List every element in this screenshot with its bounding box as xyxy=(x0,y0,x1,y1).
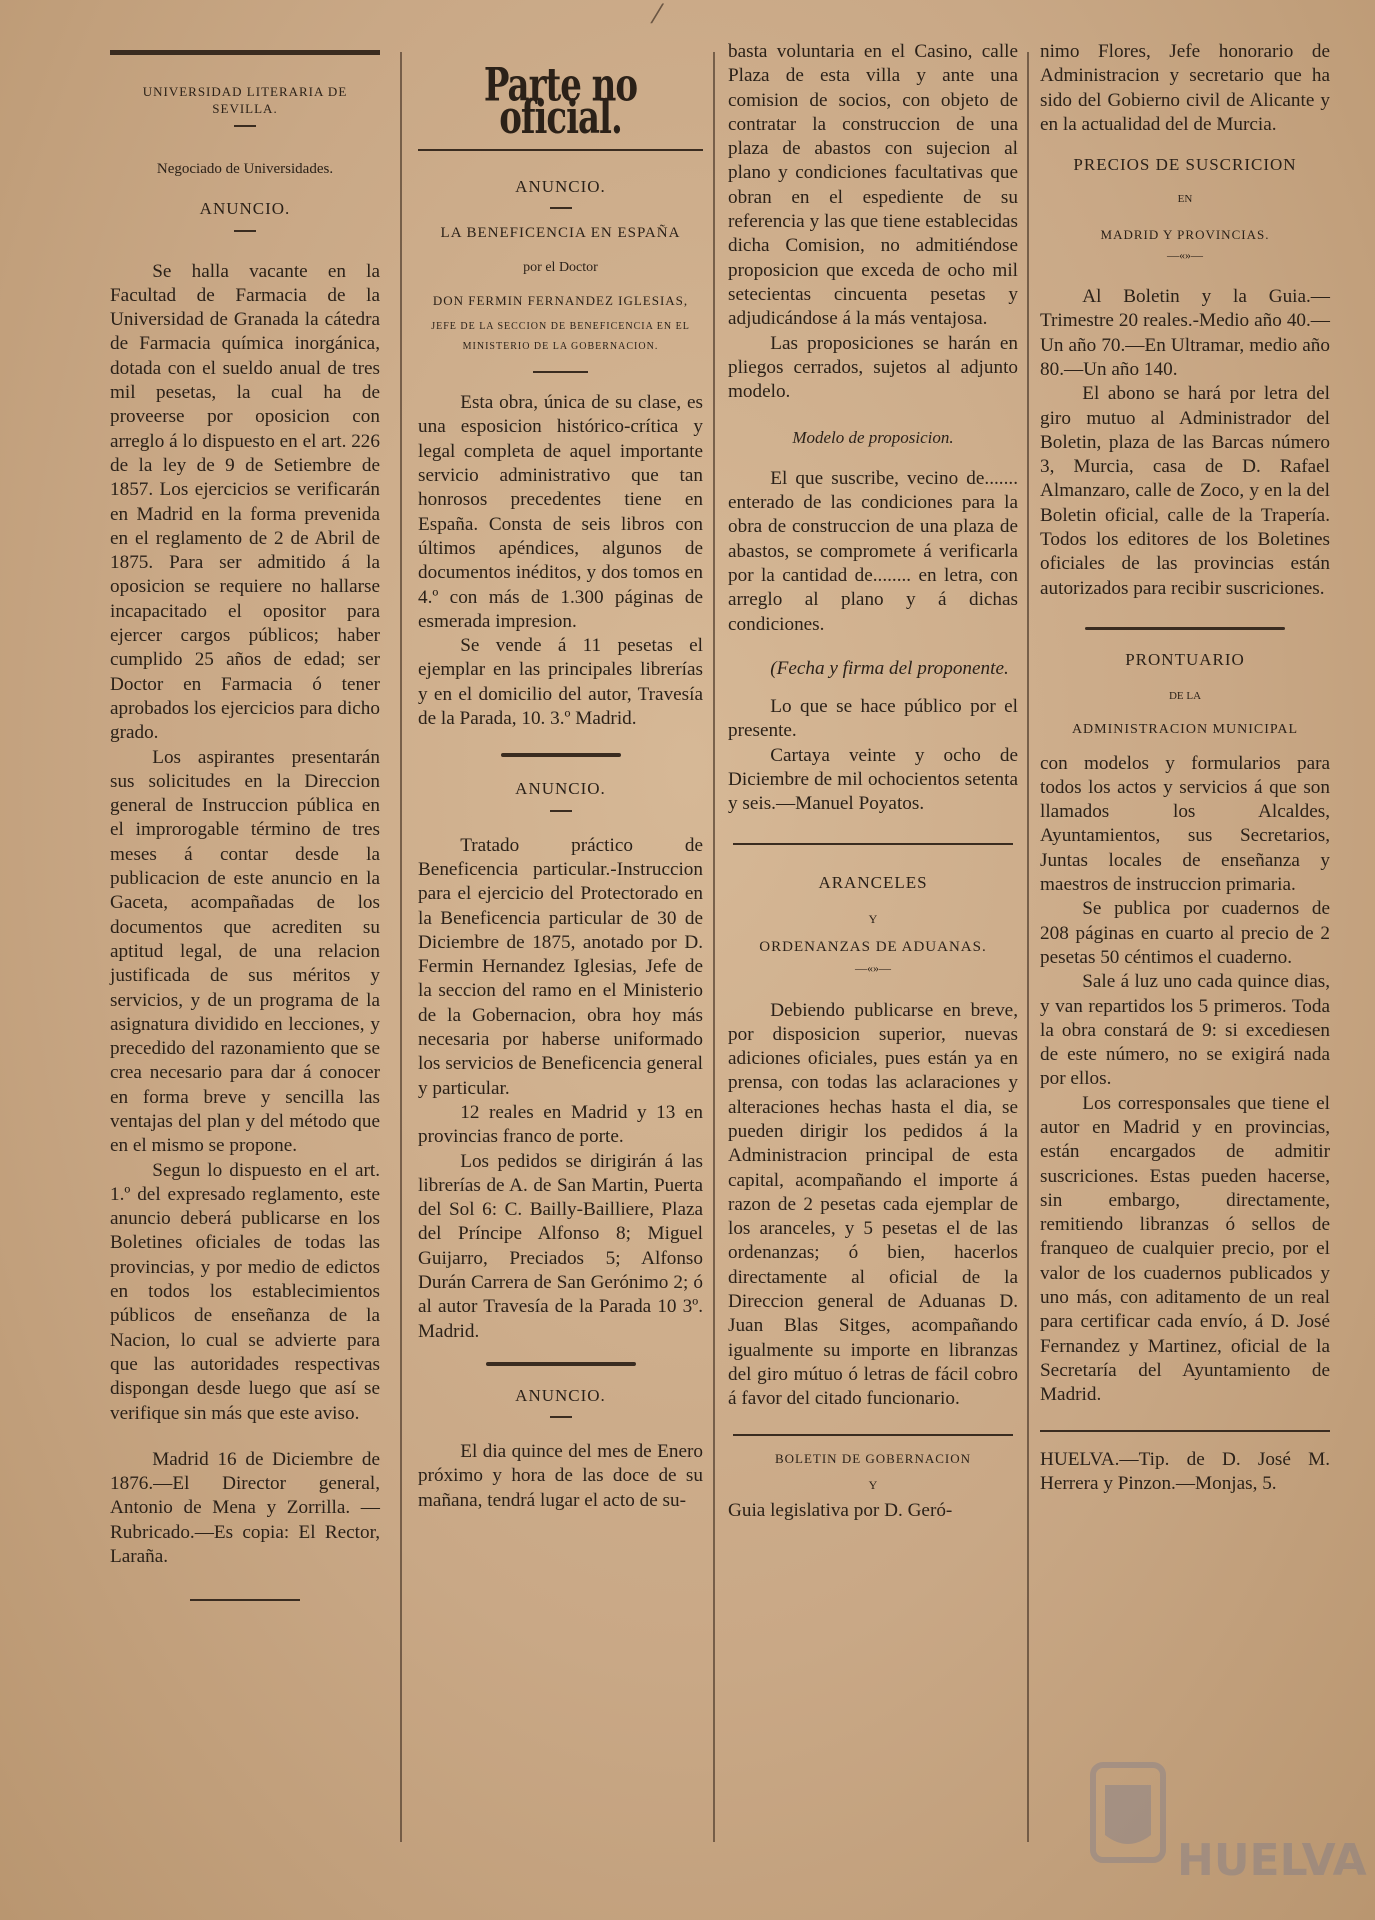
conjunction: Y xyxy=(868,1477,878,1492)
book-by: por el Doctor xyxy=(523,259,598,275)
section-heading: BOLETIN DE GOBERNACION xyxy=(774,1450,972,1466)
preposition: EN xyxy=(1177,193,1193,206)
paragraph: Los aspirantes presentarán sus solicitudes en la Direccion general de Instruccion pública en el improrogable término de tres meses á contar desde la publicacion de este anuncio en la Gaceta, acompañadas de los documentos que acrediten su aptitud legal, de una relacion justificada de sus méritos y servicios, y de un programa de la asignatura dividido en lecciones, y precedido del razonamiento que se crea necesario para dar á conocer en forma breve y sencilla las ventajas del plan y del método que en el mismo se propone. xyxy=(110,746,380,1157)
paragraph: Esta obra, única de su clase, es una esposicion histórico-crítica y legal completa de aquel importante servicio administrativo que tan honrosos precedentes tiene en España. Consta de seis libros con últimos apéndices, algunos de documentos inéditos, y dos tomos en 4.º con más de 1.300 páginas de esmerada impresion. xyxy=(418,392,703,632)
university-city: SEVILLA. xyxy=(212,101,278,116)
paragraph: Los pedidos se dirigirán á las librerías de A. de San Martin, Puerta del Sol 6: C. Bailly-Bailliere, Plaza del Príncipe Alfonso 8; Miguel Guijarro, Preciados 5; Alfonso Durán Carrera de San Gerónimo 2; ó al autor Travesía de la Parada 10 3º. Madrid. xyxy=(418,1150,703,1342)
paragraph: Al Boletin y la Guia.—Trimestre 20 reales.-Medio año 40.—Un año 70.—En Ultramar, medio año 80.—Un año 140. xyxy=(1040,286,1330,380)
paragraph: Los corresponsales que tiene el autor en Madrid y en provincias, están encargados de admitir suscriciones. Estas pueden hacerse, sin embargo, directamente, remitiendo libranzas ó sellos de franqueo de cualquier precio, por el valor de los cuadernos publicados y uno más, con aditamento de un real para certificar cada envío, á D. José Fernandez y Martinez, oficial de la Secretaría del Ayuntamiento de Madrid. xyxy=(1040,1092,1330,1406)
paragraph: Se vende á 11 pesetas el ejemplar en las principales librerías y en el domicilio del autor, Travesía de la Parada, 10. 3.º Madrid. xyxy=(418,635,703,730)
author-role: JEFE DE LA SECCION DE BENEFICENCIA EN EL MINISTERIO DE LA GOBERNACION. xyxy=(431,321,690,353)
section-title: Parte no oficial. xyxy=(483,58,638,146)
section-heading: ARANCELES xyxy=(818,872,928,892)
column-2 xyxy=(418,40,703,1890)
paragraph: Lo que se hace público por el presente. xyxy=(728,696,1018,742)
negociado: Negociado de Universidades. xyxy=(156,161,334,177)
preposition: DE LA xyxy=(1168,690,1202,703)
divider xyxy=(550,1416,572,1418)
header-rule xyxy=(110,50,380,55)
model-heading: Modelo de proposicion. xyxy=(792,428,954,448)
section-heading: PRECIOS DE SUSCRICION xyxy=(1073,155,1297,175)
ornament: —«»— xyxy=(1167,247,1203,262)
section-subheading: ORDENANZAS DE ADUANAS. xyxy=(759,939,987,956)
paragraph: Guia legislativa por D. Geró- xyxy=(728,1499,953,1521)
paragraph: Se halla vacante en la Facultad de Farmacia de la Universidad de Granada la cátedra de Farmacia química inorgánica, dotada con el sueldo anual de tres mil pesetas, la cual ha de proveerse por oposicion con arreglo á lo dispuesto en el art. 226 de la ley de 9 de Setiembre de 1857. Los ejercicios se verificarán en Madrid en la forma prevenida en el reglamento de 2 de Abril de 1875. Para ser admitido á la oposicion se requiere no hallarse incapacitado el opositor para ejercer cargos públicos; haber cumplido 25 años de edad; ser Doctor en Farmacia ó tener aprobados los ejercicios para dicho grado. xyxy=(110,260,380,744)
paragraph: Debiendo publicarse en breve, por disposicion superior, nuevas adiciones oficiales, pues están ya en prensa, con todas las aclaraciones y alteraciones hechas hasta el dia, se pueden dirigir los pedidos á la Administracion principal de esta capital, acompañando el importe á razon de 2 pesetas cada ejemplar de los aranceles, y 5 pesetas el de las ordenanzas; ó bien, hacerlos directamente al oficial de la Direccion general de Aduanas D. Juan Blas Sitges, acompañando igualmente su importe en libranzas del giro mútuo ó letras de fácil cobro á favor del citado funcionario. xyxy=(728,999,1018,1410)
ornament-rule xyxy=(1085,627,1285,630)
section-rule xyxy=(733,843,1013,845)
section-heading: ANUNCIO. xyxy=(515,779,606,799)
section-heading: ANUNCIO. xyxy=(515,1385,606,1405)
paragraph: El abono se hará por letra del giro mutuo al Administrador del Boletin, plaza de las Barcas número 3, Murcia, casa de D. Rafael Almanzaro, calle de Zoco, y en la del Boletin oficial, calle de la Trapería. Todos los editores de los Boletines oficiales de las provincias están autorizados para recibir suscriciones. xyxy=(1040,383,1330,599)
paragraph: Las proposiciones se harán en pliegos cerrados, sujetos al adjunto modelo. xyxy=(728,332,1018,403)
column-4 xyxy=(1040,40,1330,1890)
signature-paragraph: Madrid 16 de Diciembre de 1876.—El Director general, Antonio de Mena y Zorrilla. —Rubricado.—Es copia: El Rector, Laraña. xyxy=(110,1448,380,1568)
paragraph: Sale á luz uno cada quince dias, y van repartidos los 5 primeros. Toda la obra constará de 9: si excediesen de este número, no se exigirá nada por ellos. xyxy=(1040,971,1330,1090)
paragraph: Segun lo dispuesto en el art. 1.º del expresado reglamento, este anuncio deberá publicarse en los Boletines oficiales de todas las provincias, y por medio de edictos en todos los establecimientos públicos de enseñanza de la Nacion, lo cual se advierte para que las autoridades respectivas dispongan desde luego que así se verifique sin más que este aviso. xyxy=(110,1159,380,1424)
end-rule xyxy=(190,1599,300,1601)
column-separator xyxy=(713,52,715,1842)
book-title: LA BENEFICENCIA EN ESPAÑA xyxy=(440,224,681,241)
top-mark: ⁄ xyxy=(655,0,660,30)
paragraph: El dia quince del mes de Enero próximo y hora de las doce de su mañana, tendrá lugar el acto de su- xyxy=(418,1441,703,1511)
paragraph: nimo Flores, Jefe honorario de Administracion y secretario que ha sido del Gobierno civil de Alicante y en la actualidad del de Murcia. xyxy=(1040,41,1330,135)
imprint: HUELVA.—Tip. de D. José M. Herrera y Pinzon.—Monjas, 5. xyxy=(1040,1448,1330,1494)
watermark-text: HUELVA xyxy=(1177,1835,1367,1886)
ornament-rule xyxy=(486,1362,636,1366)
ornament: —«»— xyxy=(855,961,891,976)
column-separator xyxy=(1027,52,1029,1842)
paragraph: con modelos y formularios para todos los actos y servicios á que son llamados los Alcaldes, Ayuntamientos, sus Secretarios, Juntas locales de enseñanza y maestros de instruccion primaria. xyxy=(1040,752,1330,896)
section-heading: ANUNCIO. xyxy=(515,176,606,196)
divider xyxy=(550,810,572,812)
column-3 xyxy=(728,40,1018,1890)
divider xyxy=(234,125,256,127)
university-name: UNIVERSIDAD LITERARIA DE xyxy=(142,84,348,99)
conjunction: Y xyxy=(868,911,878,926)
section-rule xyxy=(733,1434,1013,1436)
divider xyxy=(550,207,572,209)
column-separator xyxy=(400,52,402,1842)
title-rule xyxy=(418,149,703,151)
section-heading: ANUNCIO. xyxy=(199,199,291,219)
section-subheading: MADRID Y PROVINCIAS. xyxy=(1100,226,1270,242)
paragraph: 12 reales en Madrid y 13 en provincias franco de porte. xyxy=(418,1101,703,1148)
divider xyxy=(533,371,588,373)
divider xyxy=(234,230,256,232)
section-heading: PRONTUARIO xyxy=(1125,649,1245,669)
column-1 xyxy=(110,40,380,1890)
signature-line: (Fecha y firma del proponente. xyxy=(770,657,1009,679)
paragraph: basta voluntaria en el Casino, calle Plaza de esta villa y ante una comision de socios, con objeto de contratar la construccion de una plaza de abastos con sujecion al plano y condiciones facultativas que obran en el espediente de su referencia y las que tiene establecidas dicha Comision, no admitiéndose proposicion que exceda de ocho mil setecientas cincuenta pesetas y adjudicándose á la más ventajosa. xyxy=(728,41,1018,330)
book-author: DON FERMIN FERNANDEZ IGLESIAS, xyxy=(432,293,689,309)
paragraph: El que suscribe, vecino de....... enterado de las condiciones para la obra de construccion de una plaza de abastos, se compromete á verificarla por la cantidad de........ en letra, con arreglo al plano y á dichas condiciones. xyxy=(728,467,1018,635)
section-subheading: ADMINISTRACION MUNICIPAL xyxy=(1071,721,1299,737)
paragraph: Se publica por cuadernos de 208 páginas en cuarto al precio de 2 pesetas 50 céntimos el cuaderno. xyxy=(1040,898,1330,968)
imprint-rule xyxy=(1040,1430,1330,1432)
ornament-rule xyxy=(501,753,621,757)
paragraph: Cartaya veinte y ocho de Diciembre de mil ochocientos setenta y seis.—Manuel Poyatos. xyxy=(728,744,1018,815)
paragraph: Tratado práctico de Beneficencia particular.-Instruccion para el ejercicio del Protectorado en la Beneficencia particular de 30 de Diciembre de 1875, anotado por D. Fermin Hernandez Iglesias, Jefe de la seccion del ramo en el Ministerio de la Gobernacion, obra hoy más necesaria por haberse uniformado los servicios de Beneficencia general y particular. xyxy=(418,834,703,1099)
